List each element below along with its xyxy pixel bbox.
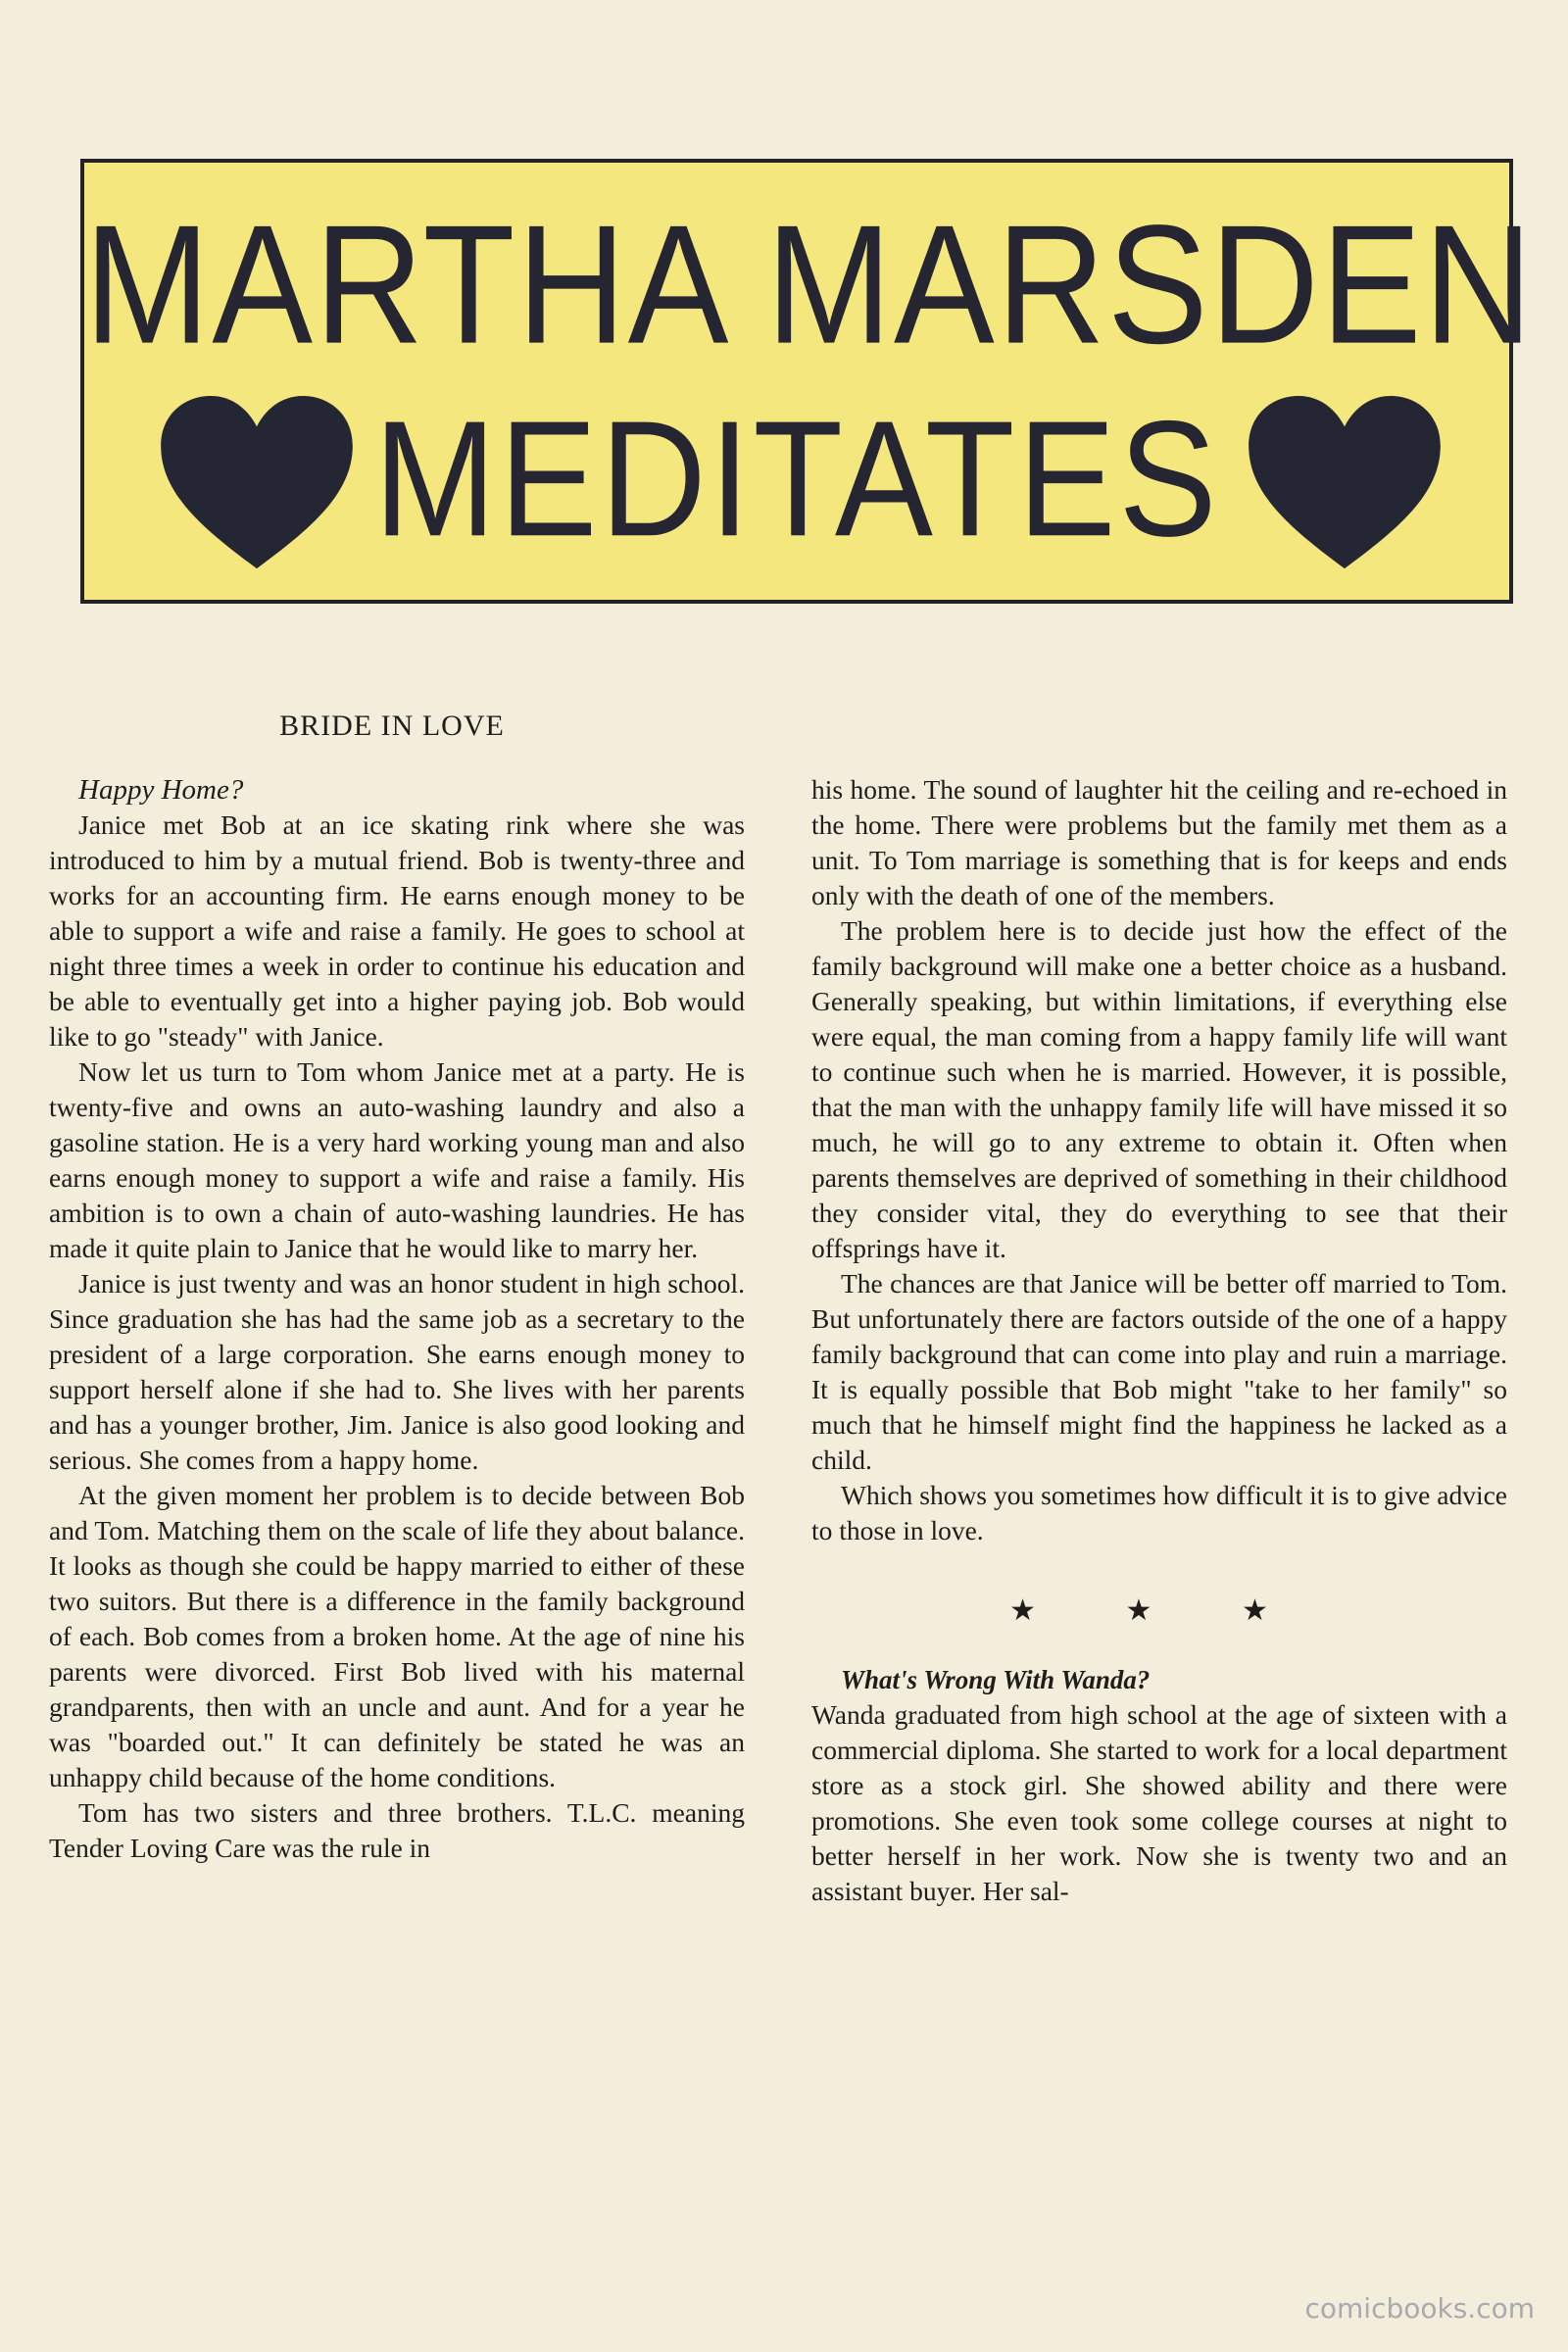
subhead-happy-home: Happy Home? — [78, 774, 244, 806]
heart-icon-right — [1249, 396, 1441, 572]
paragraph: Wanda graduated from high school at the age of sixteen with a commercial diploma. She started to work for a local department store as a stock girl. She showed ability and there were promotions. She even took some college courses at night to better herself in her work. Now she is twenty two and an assistant buyer. Her sal- — [811, 1699, 1507, 1906]
paragraph: Janice is just twenty and was an honor student in high school. Since graduation she has had the same job as a secretary to the president of a large corporation. She earns enough money to support herself alone if she had to. She lives with her parents and has a younger brother, Jim. Janice is also good looking and serious. She comes from a happy home. — [49, 1268, 745, 1475]
paragraph: his home. The sound of laughter hit the ceiling and re-echoed in the home. There were problems but the family met them as a unit. To Tom marriage is something that is for keeps and ends only with the death of one of the members. — [811, 774, 1507, 910]
star-divider: ★ ★ ★ — [1009, 1594, 1309, 1627]
paragraph: The chances are that Janice will be better off married to Tom. But unfortunately there are factors outside of the one of a happy family background that can come into play and ruin a marriage. It is equally possible that Bob might "take to her family" so much that he himself might find the happiness he lacked as a child. — [811, 1268, 1507, 1475]
subhead-wanda: What's Wrong With Wanda? — [841, 1665, 1151, 1694]
banner-title-line2: MEDITATES — [373, 385, 1220, 571]
paragraph: Now let us turn to Tom whom Janice met at a party. He is twenty-five and owns an auto-washing laundry and also a gasoline station. He is a very hard working young man and also earns enough money to support a wife and raise a family. His ambition is to own a chain of auto-washing laundries. He has made it quite plain to Janice that he would like to marry her. — [49, 1056, 745, 1263]
paragraph: The problem here is to decide just how the effect of the family background will make one a better choice as a husband. Generally speaking, but within limitations, if everything else were equal, the man coming from a happy family life will want to continue such when he is married. However, it is possible, that the man with the unhappy family life will have missed it so much, he will go to any extreme to obtain it. Often when parents themselves are deprived of something in their childhood they consider vital, they do everything to see that their offsprings have it. — [811, 915, 1507, 1263]
paragraph: Janice met Bob at an ice skating rink where she was introduced to him by a mutual friend. Bob is twenty-three and works for an accounting firm. He earns enough money to be able to support a wife and raise a family. He goes to school at night three times a week in order to continue his education and be able to eventually get into a higher paying job. Bob would like to go "steady" with Janice. — [49, 809, 745, 1052]
watermark: comicbooks.com — [1304, 2292, 1535, 2325]
banner-title-line1: MARTHA MARSDEN — [84, 189, 1535, 379]
left-column — [49, 772, 745, 1866]
section-title: BRIDE IN LOVE — [279, 710, 505, 742]
paragraph: Tom has two sisters and three brothers. T.L.C. meaning Tender Loving Care was the rule in — [49, 1797, 745, 1863]
paragraph: At the given moment her problem is to decide between Bob and Tom. Matching them on the scale of life they about balance. It looks as though she could be happy married to either of these two suitors. But there is a difference in the family background of each. Bob comes from a broken home. At the age of nine his parents were divorced. First Bob lived with his maternal grandparents, then with an uncle and aunt. And for a year he was "boarded out." It can definitely be stated he was an unhappy child because of the home conditions. — [49, 1480, 745, 1792]
right-column — [811, 772, 1507, 1909]
title-banner — [80, 159, 1535, 604]
paragraph: Which shows you sometimes how difficult it is to give advice to those in love. — [811, 1480, 1507, 1545]
